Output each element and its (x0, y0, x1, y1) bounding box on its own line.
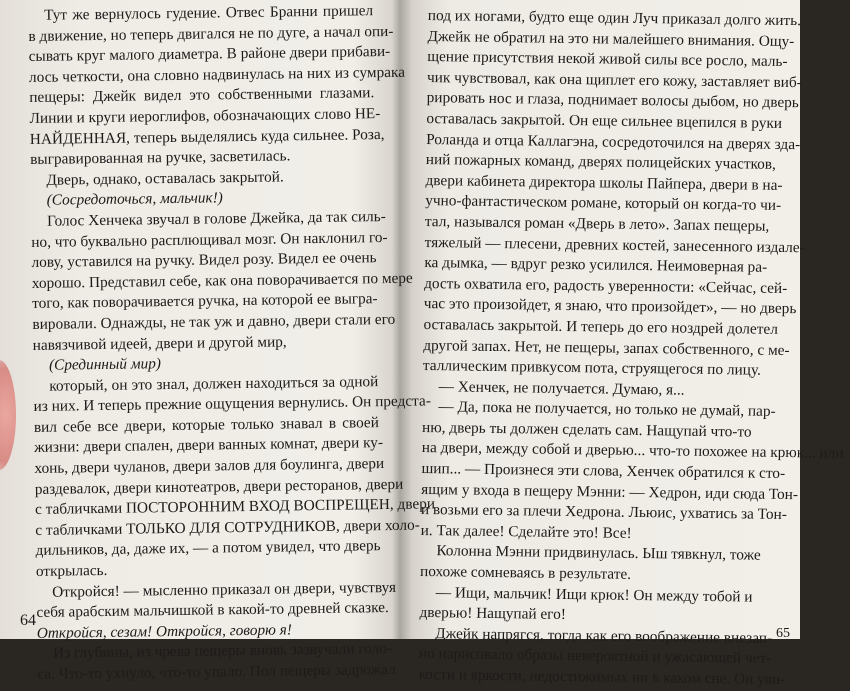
text-line: (Сосредоточься, мальчик!) (46, 189, 223, 210)
text-line: дильников, да, даже их, — а потом увидел, что дверь (35, 537, 381, 560)
text-line: таллическим привкусом пота, струящегося по лицу. (422, 357, 761, 379)
left-page-number: 64 (20, 612, 36, 629)
text-line: под их ногами, будто еще один Луч приказал долго жить. (427, 6, 802, 30)
text-line: НАЙДЕННАЯ, теперь выделялись куда сильнее. Роза, (29, 125, 385, 148)
text-line: навязчивой идеей, двери и другой мир, (32, 332, 287, 354)
text-line: дверью! Нащупай его! (419, 604, 566, 624)
text-line: того, как поворачивается ручка, на которой ее выгра- (32, 290, 378, 313)
text-line: хонь, двери чуланов, двери залов для боулинга, двери (34, 455, 385, 478)
text-line: лось четкости, она словно надвинулась на них из сумрака (28, 63, 406, 86)
text-line: ка дымка, — вдруг резко усилился. Неимоверная ра- (424, 254, 768, 276)
text-line: двери кабинета директора школы Пайпера, двери в на- (425, 171, 783, 194)
text-line: шип... — Произнеся эти слова, Хенчек обратился к сто- (421, 460, 786, 483)
text-line: Колонна Мэнни придвинулась. Ыш тявкнул, тоже (436, 542, 761, 565)
text-line: Откройся, сезам! Откройся, говорю я! (36, 621, 292, 642)
text-line: другой запах. Нет, не пещеры, запах собственного, с ме- (423, 336, 790, 359)
thumb (0, 360, 16, 470)
text-line: но, что буквально расплющивал мозг. Он наклонил го- (31, 228, 388, 251)
text-line: оставалась закрытой. Он еще сильнее вцепился в руки (426, 109, 783, 132)
text-line: который, он это знал, должен находиться за одной (49, 372, 379, 395)
text-line: с табличками ТОЛЬКО ДЛЯ СОТРУДНИКОВ, двери холо- (35, 516, 420, 539)
text-line: но нарисовало образы невероятной и ужасающей чет- (418, 645, 772, 668)
text-line: — Ищи, мальчик! Ищи крюк! Он между тобой и (435, 583, 753, 606)
text-line: оставалась закрытой. И теперь до его ноздрей долетел (423, 315, 779, 338)
text-line: ний пожарных команд, дверях полицейских участков, (425, 151, 777, 174)
text-line: Из глубины, из чрева пещеры вновь зазвучали голо- (52, 640, 393, 663)
text-line: учно-фантастическом романе, который он когда-то чи- (425, 192, 782, 215)
text-line: на двери, между собой и дверью... что-то похожее на крюк... или (421, 439, 844, 463)
text-line: Тут же вернулось гудение. Отвес Бранни пришел (44, 2, 374, 24)
text-line: Джейк напрягся, тогда как его воображение внезап- (435, 624, 773, 647)
text-line: щение присутствия некой живой силы все росло, маль- (427, 48, 788, 71)
text-line: — Да, пока не получается, но только не думай, пар- (438, 398, 776, 421)
text-line: из них. И теперь прежние ощущения вернулись. Он предста- (33, 392, 432, 416)
text-line: похоже сомневаясь в результате. (419, 562, 632, 583)
text-line: жизни: двери спален, двери ванных комнат, двери ку- (34, 434, 384, 457)
text-line: вил себе все двери, которые только знавал в своей (33, 414, 379, 436)
right-page-number: 65 (776, 626, 790, 641)
text-line: Откройся! — мысленно приказал он двери, чувствуя (52, 578, 397, 601)
text-line: Голос Хенчека звучал в голове Джейка, да так силь- (46, 207, 386, 230)
text-line: Джейк не обратил на это ни малейшего внимания. Ощу- (427, 27, 795, 50)
text-line: тал, назывался роман «Дверь в лето». Запах пещеры, (424, 212, 770, 235)
text-line: выгравированная на ручке, засветилась. (30, 147, 291, 169)
text-line: Дверь, однако, оставалась закрытой. (46, 168, 284, 189)
text-line: в движение, но теперь двигался не по дуге, а начал опи- (28, 22, 394, 45)
text-line: чик чувствовал, как она щиплет его кожу, заставляет виб- (426, 68, 802, 92)
text-line: с табличками ПОСТОРОННИМ ВХОД ВОСПРЕЩЕН, двери (34, 495, 436, 519)
text-line: кости и яркости, недостижимых ни в каком сне. Он уви- (418, 665, 786, 689)
text-line: открылась. (35, 561, 108, 580)
text-line: лову, уставился на ручку. Видел розу. Видел ее очень (31, 249, 377, 272)
text-line: вировали. Однажды, не так уж и давно, двери стали его (32, 310, 396, 333)
text-line: сывать круг малого диаметра. В районе двери прибави- (28, 43, 391, 66)
text-line: и возьми его за плечи Хедрона. Льюис, ухватись за Тон- (420, 501, 787, 524)
text-line: дость охватила его, радость уверенности: «Сейчас, сей- (424, 274, 788, 297)
text-line: тяжелый — плесени, древних костей, занесенного издале- (424, 233, 805, 256)
left-page (28, 1, 436, 685)
text-line: хорошо. Представил себе, как она поворачивается по мере (31, 269, 413, 292)
text-line: ящим у входа в пещеру Мэнни: — Хедрон, иди сюда Тон- (421, 480, 799, 503)
text-line: час это произойдет, я знаю, что произойдет», — но дверь (423, 295, 797, 318)
text-line: и. Так далее! Сделайте это! Все! (420, 521, 632, 542)
text-line: — Хенчек, не получается. Думаю, я... (438, 377, 685, 399)
text-line: себя арабским мальчишкой в какой-то древней сказке. (36, 599, 389, 622)
text-line: Линии и круги иероглифов, обозначающих слово НЕ- (29, 105, 381, 127)
text-line: раздевалок, двери кинотеатров, двери ресторанов, двери (34, 475, 404, 498)
text-line: (Срединный мир) (48, 355, 162, 374)
text-line: Роланда и отца Каллагэна, сосредоточился на дверях зда- (426, 130, 801, 153)
text-line: рировать нос и глаза, поднимает волосы дыбом, но дверь (426, 89, 799, 112)
text-line: са. Что-то ухнуло, что-то упало. Пол пещеры задрожал (37, 660, 396, 683)
text-line: ню, дверь ты должен сделать сам. Нащупай что-то (421, 418, 752, 441)
text-line: пещеры: Джейк видел это собственными глазами. (29, 84, 375, 107)
